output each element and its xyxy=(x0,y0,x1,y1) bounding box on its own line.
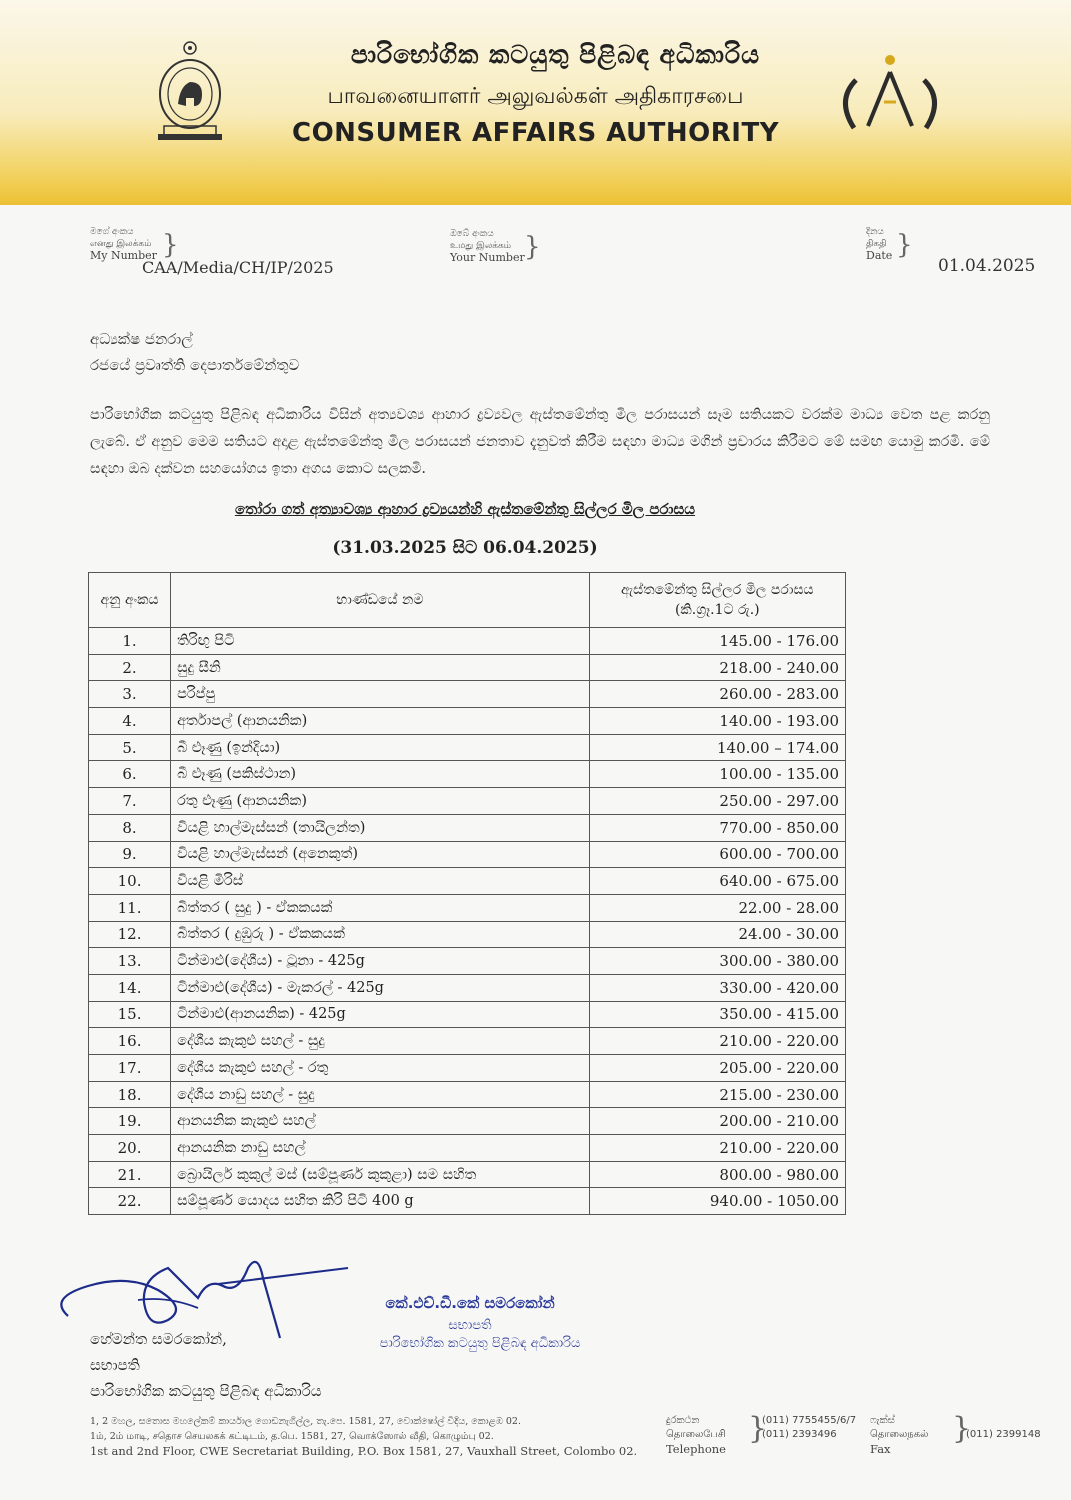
row-number: 9. xyxy=(89,841,171,868)
row-price-range: 260.00 - 283.00 xyxy=(589,681,845,708)
row-item-name: තිරිඟු පිටි xyxy=(171,628,590,655)
table-row xyxy=(89,654,846,681)
header-price: ඇස්තමේන්තු සිල්ලර මිල පරාසය (කි.ග්‍රෑ.1ට රු.) xyxy=(589,573,845,628)
row-number: 19. xyxy=(89,1108,171,1135)
row-item-name: වියළි මිරිස් xyxy=(171,868,590,895)
date-labels xyxy=(866,226,892,262)
your-number-label-ta: உமது இலக்கம் xyxy=(450,241,512,251)
row-item-name: බ්‍රොයිලර් කුකුල් මස් (සම්පූර්ණ කුකුළා) සම සහිත xyxy=(171,1161,590,1188)
row-item-name: දේශීය කැකුළු සහල් - රතු xyxy=(171,1055,590,1082)
row-item-name: ටින්මාළු(දේශීය) - මැකරල් - 425g xyxy=(171,974,590,1001)
table-row xyxy=(89,1188,846,1215)
row-item-name: බී ළූණු (පකිස්ථාන) xyxy=(171,761,590,788)
my-number-label-en: My Number xyxy=(90,249,157,262)
my-number-labels xyxy=(90,226,157,262)
row-number: 17. xyxy=(89,1055,171,1082)
table-row xyxy=(89,1108,846,1135)
stamp-role: සභාපති xyxy=(448,1318,492,1333)
table-date-range: (31.03.2025 සිට 06.04.2025) xyxy=(332,538,598,558)
row-number: 11. xyxy=(89,894,171,921)
table-row xyxy=(89,1161,846,1188)
table-row xyxy=(89,921,846,948)
date-value: 01.04.2025 xyxy=(938,256,1036,276)
table-row xyxy=(89,1028,846,1055)
row-price-range: 22.00 - 28.00 xyxy=(589,894,845,921)
brace-icon: } xyxy=(896,230,913,260)
row-number: 20. xyxy=(89,1135,171,1162)
tel-number-1: (011) 7755455/6/7 xyxy=(762,1415,857,1426)
caa-logo-icon xyxy=(828,50,953,135)
fax-label-si: ෆැක්ස් xyxy=(870,1415,895,1426)
table-row xyxy=(89,814,846,841)
row-number: 10. xyxy=(89,868,171,895)
row-price-range: 140.00 – 174.00 xyxy=(589,734,845,761)
table-row xyxy=(89,974,846,1001)
row-number: 16. xyxy=(89,1028,171,1055)
row-price-range: 350.00 - 415.00 xyxy=(589,1001,845,1028)
table-row xyxy=(89,628,846,655)
table-header-row xyxy=(89,573,846,628)
row-number: 14. xyxy=(89,974,171,1001)
table-row xyxy=(89,841,846,868)
title-sinhala: පාරිභෝගික කටයුතු පිළිබඳ අධිකාරිය xyxy=(350,40,761,69)
row-item-name: වියළි හාල්මැස්සන් (තායිලන්ත) xyxy=(171,814,590,841)
price-table xyxy=(88,572,846,1215)
row-price-range: 218.00 - 240.00 xyxy=(589,654,845,681)
row-item-name: රතු ළූණු (ආනයනික) xyxy=(171,788,590,815)
signatory-org: පාරිභෝගික කටයුතු පිළිබඳ අධිකාරිය xyxy=(90,1382,322,1400)
my-number-label-ta: எனது இலக்கம் xyxy=(90,239,152,249)
header-item: භාණ්ඩයේ නම xyxy=(171,573,590,628)
signatory-name: හේමන්ත සමරකෝන්, xyxy=(90,1330,227,1348)
fax-label-en: Fax xyxy=(870,1442,891,1456)
fax-number: (011) 2399148 xyxy=(966,1429,1041,1440)
row-price-range: 205.00 - 220.00 xyxy=(589,1055,845,1082)
row-item-name: සුදු සීනි xyxy=(171,654,590,681)
row-price-range: 300.00 - 380.00 xyxy=(589,948,845,975)
row-number: 5. xyxy=(89,734,171,761)
row-number: 22. xyxy=(89,1188,171,1215)
addressee-title: අධ්‍යක්ෂ ජනරාල් xyxy=(90,330,193,348)
row-number: 12. xyxy=(89,921,171,948)
footer-address-ta: 1ம், 2ம் மாடி, சதொச செயலகக் கட்டிடம், த.பெ. 1581, 27, வொக்ஸோல் வீதி, கொழும்பு 02. xyxy=(90,1431,494,1442)
tel-label-ta: தொலைபேசி xyxy=(666,1429,726,1440)
your-number-label-si: ඔබේ අංකය xyxy=(450,229,494,239)
row-price-range: 770.00 - 850.00 xyxy=(589,814,845,841)
row-price-range: 210.00 - 220.00 xyxy=(589,1028,845,1055)
my-number-label-si: මගේ අංකය xyxy=(90,227,134,237)
brace-icon: } xyxy=(524,232,541,262)
brace-icon: } xyxy=(162,230,179,260)
row-number: 6. xyxy=(89,761,171,788)
row-item-name: සම්පූර්ණ යොදය සහිත කිරි පිටි 400 g xyxy=(171,1188,590,1215)
fax-label-ta: தொலைநகல் xyxy=(870,1429,929,1440)
date-label-en: Date xyxy=(866,249,893,262)
table-row xyxy=(89,1135,846,1162)
fax-labels xyxy=(870,1414,928,1456)
row-price-range: 24.00 - 30.00 xyxy=(589,921,845,948)
stamp-name: කේ.එච්.ඩී.කේ සමරකෝන් xyxy=(385,1294,555,1312)
row-item-name: බිත්තර ( දුඹුරු ) - ඒකකයක් xyxy=(171,921,590,948)
row-price-range: 200.00 - 210.00 xyxy=(589,1108,845,1135)
table-row xyxy=(89,894,846,921)
row-price-range: 940.00 - 1050.00 xyxy=(589,1188,845,1215)
row-item-name: ටින්මාළු(ආනයනික) - 425g xyxy=(171,1001,590,1028)
tel-label-si: දුරකථන xyxy=(666,1415,700,1426)
footer-address-en: 1st and 2nd Floor, CWE Secretariat Building, P.O. Box 1581, 27, Vauxhall Street, Colombo 02. xyxy=(90,1444,638,1458)
table-row xyxy=(89,708,846,735)
tel-number-2: (011) 2393496 xyxy=(762,1429,837,1440)
table-row xyxy=(89,1055,846,1082)
your-number-label-en: Your Number xyxy=(450,251,525,264)
row-item-name: දේශීය නාඩු සහල් - සුදු xyxy=(171,1081,590,1108)
row-price-range: 215.00 - 230.00 xyxy=(589,1081,845,1108)
signatory-role: සභාපති xyxy=(90,1356,140,1374)
row-price-range: 640.00 - 675.00 xyxy=(589,868,845,895)
row-price-range: 100.00 - 135.00 xyxy=(589,761,845,788)
row-number: 13. xyxy=(89,948,171,975)
letter-body: පාරිභෝගික කටයුතු පිළිබඳ අධිකාරිය විසින් අත්‍යවශ්‍ය ආහාර ද්‍රව්‍යවල ඇස්තමේන්තු මිල පරාසයන් සෑම සතියකට වරක්ම මාධ්‍ය වෙත පළ කරනු ලැබේ. ඒ අනුව මෙම සතියට අදාළ ඇස්තමේන්තු මිල පරාසයන් ජනතාව දැනුවත් කිරීම සඳහා මාධ්‍ය මගින් ප්‍රචාරය කිරීමට මේ සමඟ යොමු කරමි. මේ සඳහා ඔබ දක්වන සහයෝගය ඉතා අගය කොට සලකමි. xyxy=(90,407,990,477)
row-number: 15. xyxy=(89,1001,171,1028)
tel-label-en: Telephone xyxy=(666,1442,726,1456)
addressee-department: රජයේ ප්‍රවෘත්ති දෙපාර්තමේන්තුව xyxy=(90,356,300,374)
row-number: 2. xyxy=(89,654,171,681)
brace-icon: } xyxy=(952,1411,972,1446)
row-number: 3. xyxy=(89,681,171,708)
your-number-labels xyxy=(450,228,525,264)
table-row xyxy=(89,868,846,895)
row-number: 8. xyxy=(89,814,171,841)
row-item-name: බී ළූණු (ඉන්දියා) xyxy=(171,734,590,761)
my-number-value: CAA/Media/CH/IP/2025 xyxy=(142,258,334,277)
header-num: අනු අංකය xyxy=(89,573,171,628)
row-price-range: 330.00 - 420.00 xyxy=(589,974,845,1001)
row-number: 4. xyxy=(89,708,171,735)
row-item-name: අර්තාපල් (ආනයනික) xyxy=(171,708,590,735)
table-row xyxy=(89,734,846,761)
title-english: CONSUMER AFFAIRS AUTHORITY xyxy=(291,118,780,148)
table-row xyxy=(89,1001,846,1028)
footer-address xyxy=(90,1414,637,1459)
row-number: 21. xyxy=(89,1161,171,1188)
row-price-range: 210.00 - 220.00 xyxy=(589,1135,845,1162)
row-price-range: 140.00 - 193.00 xyxy=(589,708,845,735)
stamp-org: පාරිභෝගික කටයුතු පිළිබඳ අධිකාරිය xyxy=(379,1336,581,1351)
row-item-name: ටින්මාළු(දේශීය) - ටූනා - 425g xyxy=(171,948,590,975)
table-row xyxy=(89,948,846,975)
row-price-range: 600.00 - 700.00 xyxy=(589,841,845,868)
row-price-range: 800.00 - 980.00 xyxy=(589,1161,845,1188)
date-label-ta: திகதி xyxy=(866,239,887,249)
row-item-name: දේශීය කැකුළු සහල් - සුදු xyxy=(171,1028,590,1055)
table-row xyxy=(89,681,846,708)
row-price-range: 250.00 - 297.00 xyxy=(589,788,845,815)
row-price-range: 145.00 - 176.00 xyxy=(589,628,845,655)
row-number: 7. xyxy=(89,788,171,815)
title-tamil: பாவனையாளர் அலுவல்கள் அதிகாரசபை xyxy=(327,84,744,109)
price-table-body xyxy=(89,628,846,1215)
row-item-name: වියළි හාල්මැස්සන් (අනෙකුත්) xyxy=(171,841,590,868)
row-item-name: පරිප්පු xyxy=(171,681,590,708)
row-number: 18. xyxy=(89,1081,171,1108)
telephone-numbers xyxy=(762,1414,856,1442)
row-item-name: බිත්තර ( සුදු ) - ඒකකයක් xyxy=(171,894,590,921)
table-title: තෝරා ගත් අත්‍යාවශ්‍ය ආහාර ද්‍රව්‍යයන්හි ඇස්තමේන්තු සිල්ලර මිල පරාසය xyxy=(234,500,696,518)
date-label-si: දිනය xyxy=(866,227,884,237)
row-item-name: ආනයනික කැකුළු සහල් xyxy=(171,1108,590,1135)
row-item-name: ආනයනික නාඩු සහල් xyxy=(171,1135,590,1162)
table-row xyxy=(89,761,846,788)
table-row xyxy=(89,1081,846,1108)
table-row xyxy=(89,788,846,815)
footer-address-si: 1, 2 මහල, සතොස මහලේකම් කාර්යාල ගොඩනැගිල්ල, තැ.පෙ. 1581, 27, වොක්ෂෝල් වීදිය, කොළඹ 02. xyxy=(90,1416,521,1427)
telephone-labels xyxy=(666,1414,726,1456)
row-number: 1. xyxy=(89,628,171,655)
brace-icon: } xyxy=(748,1411,768,1446)
